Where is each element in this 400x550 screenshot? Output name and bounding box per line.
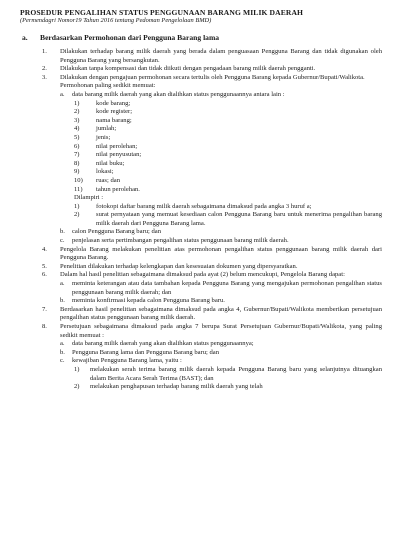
list-item: 4. Pengelola Barang melakukan penelitian atas permohonan pengalihan status penggunaan barang milik daerah dari Pengguna Barang. xyxy=(42,245,382,262)
sub-item: a. data barang milik daerah yang akan dialihkan status penggunaannya; xyxy=(60,340,254,348)
list-item: 5) jenis; xyxy=(74,133,111,141)
section-marker: a. xyxy=(22,33,28,42)
section-heading xyxy=(22,33,382,42)
list-item: 6) nilai perolehan; xyxy=(74,142,138,150)
list-item: 9) lokasi; xyxy=(74,168,114,176)
document-subtitle: (Permendagri Nomor19 Tahun 2016 tentang Pedoman Pengelolaan BMD) xyxy=(20,17,212,24)
list-item: 3) nama barang; xyxy=(74,116,132,124)
sub-item: b. Pengguna Barang lama dan Pengguna Barang baru; dan xyxy=(60,348,220,356)
sub-item: c. kewajiban Pengguna Barang lama, yaitu : xyxy=(60,357,182,365)
list-item: 6. Dalam hal hasil penelitian sebagaimana dimaksud pada ayat (2) belum mencukupi, Pengelola Barang dapat: a. meminta keterangan atau data tambahan kepada Pengguna Barang yang mengajukan permohonan pengalihan status penggunaan barang milik daerah; dan b. meminta konfirmasi kepada calon Pengguna Barang baru. xyxy=(42,271,382,305)
list-item: 10) ruas; dan xyxy=(74,176,120,184)
sub-item: a. meminta keterangan atau data tambahan kepada Pengguna Barang yang mengajukan permohonan pengalihan status penggunaan barang milik daerah; dan xyxy=(60,280,382,296)
list-item: 7. Berdasarkan hasil penelitian sebagaimana dimaksud pada angka 4, Gubernur/Bupati/Walikota memberikan persetujuan pengalihan status penggunaan barang milik daerah. xyxy=(42,305,382,322)
numbered-list xyxy=(74,100,382,229)
list-item: 1) kode barang; xyxy=(74,99,131,107)
sub-item: c. penjelasan serta pertimbangan pengalihan status penggunaan barang milik daerah. xyxy=(60,237,289,245)
list-item: 7) nilai penyusutan; xyxy=(74,151,142,159)
list-item: 8. Persetujuan sebagaimana dimaksud pada angka 7 berupa Surat Persetujuan Gubernur/Bupati/Walikota, yang paling sedikit memuat : a. data barang milik daerah yang akan dialihkan status penggunaannya; b. Pengguna Barang lama dan Pengguna Barang baru; dan c. kewajiban Pengguna Barang lama, yaitu : 1) melakukan serah terima barang milik daerah kepada Pengguna Barang baru yang selanjutnya dituangkan dalam Berita Acara Serah Terima (BAST); dan 2) melakukan penghapusan terhadap barang milik daerah yang telah xyxy=(42,323,382,391)
section-title: Berdasarkan Permohonan dari Pengguna Barang lama xyxy=(40,33,220,42)
list-item: 1) fotokopi daftar barang milik daerah sebagaimana dimaksud pada angka 3 huruf a; xyxy=(74,202,312,210)
list-item: 1. Dilakukan terhadap barang milik daerah yang berada dalam penguasaan Pengguna Barang dan tidak digunakan oleh Pengguna Barang yang bersangkutan. xyxy=(42,48,382,64)
attachment-label: Dilampiri : xyxy=(74,194,104,202)
list-item: 4) jumlah; xyxy=(74,125,117,133)
list-item: 2. Dilakukan tanpa kompensasi dan tidak diikuti dengan pengadaan barang milik daerah pengganti. xyxy=(42,65,316,73)
document-body xyxy=(20,48,382,392)
sub-item: a. data barang milik daerah yang akan dialihkan status penggunaannya antara lain : xyxy=(60,90,285,98)
list-item: 3. Dilakukan dengan pengajuan permohonan secara tertulis oleh Pengguna Barang kepada Gubernur/Bupati/Walikota. Permohonan paling sedikit memuat: a. data barang milik daerah yang akan dialihkan status penggunaannya antara lain : 1) kode barang; 2) kode register; 3) nama barang; 4) jumlah; 5) jenis; 6) nilai perolehan; 7) nilai penyusutan; 8) nilai buku; 9) lokasi; 10) ruas; dan 11) tahun perolehan. Dilampiri : 1) fotokopi daftar barang milik daerah sebagaimana dimaksud pada angka 3 huruf a; 2) surat pernyataan yang memuat kesediaan calon Pengguna Barang baru untuk menerima pengalihan barang milik daerah dari Pengguna Barang lama. b. calon Pengguna Barang baru; dan c. penjelasan serta pertimbangan pengalihan status penggunaan barang milik daerah. xyxy=(42,73,382,245)
sub-sub-item: 1) melakukan serah terima barang milik daerah kepada Pengguna Barang baru yang selanjutnya dituangkan dalam Berita Acara Serah Terima (BAST); dan xyxy=(74,365,382,382)
document-title: PROSEDUR PENGALIHAN STATUS PENGGUNAAN BARANG MILIK DAERAH xyxy=(20,8,304,17)
sub-item: b. meminta konfirmasi kepada calon Pengguna Barang baru. xyxy=(60,297,225,305)
list-item: 2) surat pernyataan yang memuat kesediaan calon Pengguna Barang baru untuk menerima pengalihan barang milik daerah dari Pengguna Barang lama. xyxy=(74,211,382,227)
list-item: 8) nilai buku; xyxy=(74,159,125,167)
list-item: 11) tahun perolehan. xyxy=(74,185,140,193)
list-item: 5. Penelitian dilakukan terhadap kelengkapan dan kesesuaian dokumen yang dipersyaratkan. xyxy=(42,262,298,270)
sub-sub-item: 2) melakukan penghapusan terhadap barang milik daerah yang telah xyxy=(74,383,263,391)
list-item: 2) kode register; xyxy=(74,108,133,116)
sub-item: b. calon Pengguna Barang baru; dan xyxy=(60,228,161,236)
